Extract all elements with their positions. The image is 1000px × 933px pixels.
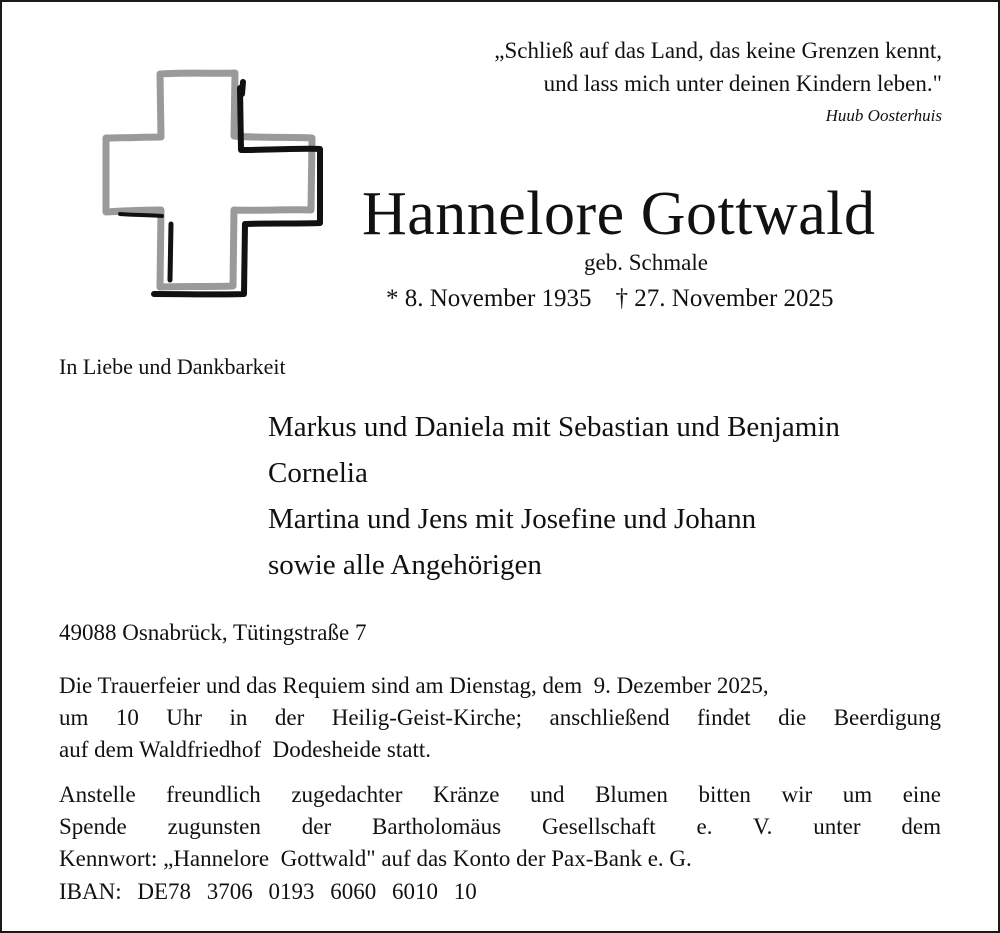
donation-line: Anstelle freundlich zugedachter Kränze und Blumen bitten wir um eine [59,782,941,807]
deceased-name: Hannelore Gottwald [362,180,876,248]
quote-block [494,34,942,100]
address: 49088 Osnabrück, Tütingstraße 7 [59,620,367,645]
quote-author: Huub Oosterhuis [825,106,942,125]
family-list [268,404,840,588]
born-name: geb. Schmale [584,250,708,275]
ceremony-line: Die Trauerfeier und das Requiem sind am Dienstag, dem 9. Dezember 2025, [59,673,769,698]
iban: IBAN: DE78 3706 0193 6060 6010 10 [59,879,477,904]
quote-line-1: „Schließ auf das Land, das keine Grenzen kennt, [494,38,942,63]
life-dates [386,285,834,313]
ceremony-paragraph [59,670,941,766]
thanks-line: In Liebe und Dankbarkeit [59,354,286,379]
death-date: † 27. November 2025 [615,285,834,312]
donation-line: Kennwort: „Hannelore Gottwald" auf das Konto der Pax-Bank e. G. [59,846,692,871]
donation-paragraph [59,779,941,875]
family-line: Markus und Daniela mit Sebastian und Benjamin [268,411,840,443]
ceremony-line: um 10 Uhr in der Heilig-Geist-Kirche; anschließend findet die Beerdigung [59,705,941,730]
family-line: Martina und Jens mit Josefine und Johann [268,503,757,535]
quote-line-2: und lass mich unter deinen Kindern leben." [543,71,942,96]
family-line: Cornelia [268,457,368,489]
birth-date: * 8. November 1935 [386,285,592,312]
ceremony-line: auf dem Waldfriedhof Dodesheide statt. [59,737,431,762]
donation-line: Spende zugunsten der Bartholomäus Gesellschaft e. V. unter dem [59,814,941,839]
family-line: sowie alle Angehörigen [268,549,542,581]
